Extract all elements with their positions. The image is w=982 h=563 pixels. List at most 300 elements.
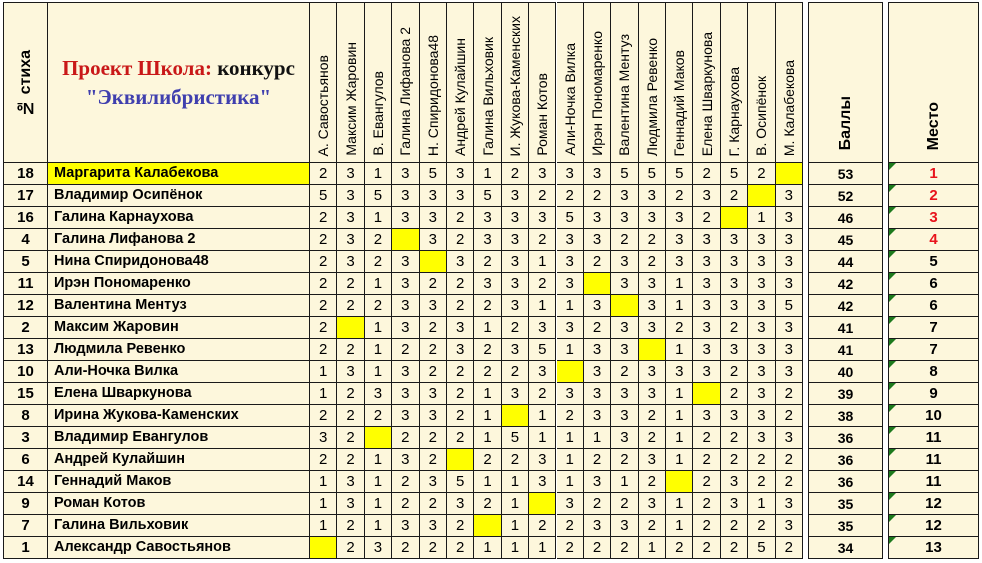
comment-marker-icon [889,471,896,478]
score-cell: 3 [776,273,803,295]
score-cell: 2 [337,537,364,559]
score-cell: 2 [502,163,529,185]
score-cell: 1 [310,383,337,405]
score-cell: 1 [748,493,775,515]
score-cell: 5 [529,339,556,361]
score-cell: 3 [693,339,720,361]
score-cell: 2 [584,493,611,515]
score-cell: 1 [557,427,584,449]
place-cell: 1 [888,163,979,185]
verse-number: 17 [3,185,48,207]
contest-title [48,2,310,163]
score-cell: 5 [310,185,337,207]
jury-name: Г. Карнаухова [726,66,743,156]
total-score: 45 [808,229,883,251]
total-score: 35 [808,515,883,537]
comment-marker-icon [889,229,896,236]
score-cell: 3 [420,515,447,537]
score-cell: 3 [420,383,447,405]
comment-marker-icon [889,383,896,390]
score-cell: 3 [337,493,364,515]
score-cell: 2 [776,471,803,493]
score-cell: 2 [365,229,392,251]
score-cell: 2 [639,427,666,449]
verse-number: 15 [3,383,48,405]
score-cell: 2 [776,405,803,427]
score-cell: 2 [447,537,474,559]
score-cell: 3 [392,295,419,317]
header-verse-number [3,2,48,163]
score-cell: 1 [666,405,693,427]
score-cell: 3 [721,251,748,273]
score-cell: 1 [666,449,693,471]
score-cell: 3 [611,427,638,449]
score-cell: 1 [310,471,337,493]
total-score: 34 [808,537,883,559]
place-cell: 2 [888,185,979,207]
score-cell: 2 [584,317,611,339]
score-cell: 3 [502,229,529,251]
score-cell: 3 [611,339,638,361]
score-cell: 3 [584,339,611,361]
verse-number: 10 [3,361,48,383]
score-cell: 2 [529,383,556,405]
score-cell: 2 [776,537,803,559]
score-cell: 3 [584,383,611,405]
place-cell: 12 [888,515,979,537]
score-cell: 3 [721,493,748,515]
score-cell: 3 [474,207,501,229]
place-cell: 6 [888,295,979,317]
score-cell [474,515,501,537]
score-cell: 1 [666,515,693,537]
score-cell: 3 [447,251,474,273]
score-cell: 3 [639,361,666,383]
score-cell [365,427,392,449]
score-cell: 2 [693,515,720,537]
jury-name: Галина Вильховик [479,37,496,156]
score-cell: 1 [365,471,392,493]
jury-header [502,2,529,163]
score-cell: 3 [748,427,775,449]
score-cell: 1 [666,427,693,449]
comment-marker-icon [889,537,896,544]
score-cell: 2 [502,317,529,339]
score-cell: 3 [666,207,693,229]
score-cell: 5 [611,163,638,185]
score-cell: 1 [474,163,501,185]
score-cell: 2 [392,427,419,449]
score-cell: 3 [748,383,775,405]
verse-number: 12 [3,295,48,317]
score-cell: 3 [365,383,392,405]
score-cell: 5 [447,471,474,493]
score-cell: 2 [310,317,337,339]
score-cell: 3 [502,273,529,295]
author-name: Владимир Осипёнок [48,185,310,207]
score-cell: 2 [584,537,611,559]
score-cell: 2 [420,361,447,383]
score-cell: 1 [474,317,501,339]
score-cell: 2 [611,493,638,515]
score-cell: 1 [666,273,693,295]
score-cell: 2 [529,273,556,295]
score-cell: 1 [502,493,529,515]
score-cell: 2 [420,493,447,515]
jury-name: А. Савостьянов [315,54,332,156]
total-score: 38 [808,405,883,427]
score-cell: 3 [557,251,584,273]
score-cell: 3 [337,229,364,251]
score-cell: 2 [584,449,611,471]
score-cell: 3 [502,383,529,405]
score-cell: 3 [693,361,720,383]
score-cell: 2 [721,515,748,537]
title-line [62,55,295,80]
score-cell: 3 [447,163,474,185]
score-cell: 3 [776,185,803,207]
jury-name: Валентина Ментуз [616,34,633,156]
score-cell: 2 [748,163,775,185]
score-cell: 2 [310,163,337,185]
score-cell: 2 [447,229,474,251]
score-cell: 1 [365,515,392,537]
header-place [888,2,979,163]
score-cell: 3 [748,295,775,317]
score-cell: 2 [337,427,364,449]
jury-name: Ирэн Пономаренко [589,31,606,156]
score-cell: 1 [502,471,529,493]
score-cell: 3 [584,295,611,317]
author-name: Геннадий Маков [48,471,310,493]
place-cell: 3 [888,207,979,229]
score-cell: 2 [721,185,748,207]
score-cell: 2 [611,361,638,383]
score-cell: 3 [392,273,419,295]
score-cell: 2 [310,207,337,229]
score-cell: 5 [639,163,666,185]
score-cell: 2 [721,383,748,405]
score-cell: 1 [529,427,556,449]
score-cell: 2 [447,361,474,383]
score-cell: 1 [310,361,337,383]
score-cell: 3 [420,207,447,229]
score-cell: 2 [693,207,720,229]
score-cell: 3 [447,339,474,361]
jury-name: Галина Лифанова 2 [397,27,414,156]
score-cell: 2 [420,317,447,339]
score-cell: 3 [776,427,803,449]
score-cell: 2 [474,295,501,317]
author-name: Галина Вильховик [48,515,310,537]
score-cell: 2 [447,515,474,537]
verse-number: 4 [3,229,48,251]
total-score: 36 [808,471,883,493]
score-cell: 2 [447,207,474,229]
jury-name: Максим Жаровин [342,42,359,156]
score-cell: 2 [474,493,501,515]
author-name: Маргарита Калабекова [48,163,310,185]
score-cell: 1 [529,537,556,559]
place-cell: 9 [888,383,979,405]
jury-header [693,2,720,163]
score-cell: 3 [310,427,337,449]
score-cell: 2 [776,449,803,471]
score-cell: 2 [748,449,775,471]
jury-header [447,2,474,163]
score-cell: 3 [611,383,638,405]
score-cell: 5 [474,185,501,207]
total-score: 35 [808,493,883,515]
author-name: Ирэн Пономаренко [48,273,310,295]
author-name: Нина Спиридонова48 [48,251,310,273]
score-cell: 2 [337,339,364,361]
score-cell: 2 [748,515,775,537]
score-cell: 3 [584,515,611,537]
score-cell: 3 [557,493,584,515]
score-cell: 1 [666,339,693,361]
score-cell: 3 [639,493,666,515]
score-cell: 3 [529,471,556,493]
score-cell: 2 [474,361,501,383]
score-cell: 3 [639,383,666,405]
score-cell: 1 [474,471,501,493]
score-cell: 3 [420,185,447,207]
score-cell: 2 [310,229,337,251]
score-cell: 3 [502,185,529,207]
score-cell: 1 [666,493,693,515]
score-cell: 3 [557,163,584,185]
score-cell: 3 [392,185,419,207]
score-cell: 3 [392,361,419,383]
author-name: Али-Ночка Вилка [48,361,310,383]
place-cell: 8 [888,361,979,383]
score-cell: 3 [502,207,529,229]
place-cell: 6 [888,273,979,295]
verse-number: 1 [3,537,48,559]
score-cell: 3 [721,229,748,251]
score-cell: 2 [721,361,748,383]
score-cell: 3 [337,471,364,493]
jury-header [611,2,638,163]
score-cell: 2 [420,427,447,449]
place-cell: 10 [888,405,979,427]
score-cell: 3 [420,405,447,427]
header-score-label: Баллы [836,95,854,150]
score-cell [693,383,720,405]
score-cell: 3 [748,405,775,427]
score-cell: 3 [721,295,748,317]
score-cell: 3 [639,295,666,317]
score-cell: 5 [748,537,775,559]
score-cell: 2 [639,229,666,251]
score-cell: 3 [776,229,803,251]
score-cell: 2 [748,471,775,493]
score-cell: 3 [447,317,474,339]
author-name: Александр Савостьянов [48,537,310,559]
jury-name: Елена Шваркунова [698,31,715,156]
score-cell [502,405,529,427]
score-cell: 3 [639,185,666,207]
score-cell: 2 [693,449,720,471]
jury-header [639,2,666,163]
score-cell: 2 [557,515,584,537]
score-cell: 5 [365,185,392,207]
score-cell: 3 [666,361,693,383]
score-cell [584,273,611,295]
author-name: Галина Карнаухова [48,207,310,229]
score-cell: 1 [310,515,337,537]
project-name: Проект Школа: [62,55,212,80]
score-cell: 3 [392,317,419,339]
comment-marker-icon [889,515,896,522]
comment-marker-icon [889,273,896,280]
score-cell: 3 [611,273,638,295]
total-score: 36 [808,427,883,449]
score-cell: 2 [310,295,337,317]
jury-name: Али-Ночка Вилка [561,43,578,156]
score-cell: 3 [639,449,666,471]
verse-number: 9 [3,493,48,515]
score-cell: 2 [639,515,666,537]
score-cell: 2 [337,449,364,471]
score-cell: 2 [611,449,638,471]
header-score [808,2,883,163]
score-cell: 3 [392,405,419,427]
place-cell: 11 [888,449,979,471]
verse-number: 13 [3,339,48,361]
score-cell: 3 [337,361,364,383]
jury-header [337,2,364,163]
score-cell: 3 [365,537,392,559]
score-cell: 3 [611,405,638,427]
score-cell: 3 [392,515,419,537]
score-cell [611,295,638,317]
score-cell: 2 [310,251,337,273]
score-cell: 1 [557,295,584,317]
comment-marker-icon [889,317,896,324]
total-score: 40 [808,361,883,383]
verse-number: 14 [3,471,48,493]
score-cell: 3 [611,185,638,207]
jury-header [721,2,748,163]
score-cell: 2 [557,185,584,207]
score-cell: 3 [693,317,720,339]
score-cell [310,537,337,559]
score-cell: 2 [447,383,474,405]
score-cell: 3 [502,295,529,317]
score-cell: 2 [584,251,611,273]
score-cell [557,361,584,383]
verse-number: 3 [3,427,48,449]
jury-header [365,2,392,163]
total-score: 41 [808,317,883,339]
comment-marker-icon [889,163,896,170]
place-cell: 5 [888,251,979,273]
score-cell: 2 [502,449,529,471]
score-cell: 1 [529,251,556,273]
score-cell [529,493,556,515]
verse-number: 11 [3,273,48,295]
score-cell: 2 [693,493,720,515]
score-cell: 3 [748,339,775,361]
score-cell: 3 [420,229,447,251]
jury-name: В. Осипёнок [753,76,770,156]
total-score: 46 [808,207,883,229]
score-cell: 3 [776,361,803,383]
score-cell: 3 [721,339,748,361]
jury-header [310,2,337,163]
score-cell: 2 [529,515,556,537]
total-score: 39 [808,383,883,405]
score-cell: 2 [639,251,666,273]
jury-name: М. Калабекова [780,59,797,156]
score-cell: 5 [557,207,584,229]
jury-header [529,2,556,163]
score-cell: 3 [721,273,748,295]
score-cell: 3 [639,273,666,295]
score-cell: 2 [310,449,337,471]
author-name: Роман Котов [48,493,310,515]
place-cell: 7 [888,339,979,361]
jury-name: И. Жукова-Каменских [506,15,523,156]
score-cell [776,163,803,185]
score-cell: 3 [392,383,419,405]
score-cell: 2 [721,537,748,559]
score-cell: 3 [474,273,501,295]
comment-marker-icon [889,295,896,302]
total-score: 36 [808,449,883,471]
score-cell: 2 [310,405,337,427]
score-cell: 2 [502,361,529,383]
jury-header [666,2,693,163]
score-cell: 3 [337,207,364,229]
score-cell: 3 [748,229,775,251]
score-cell: 1 [474,537,501,559]
score-cell [447,449,474,471]
author-name: Галина Лифанова 2 [48,229,310,251]
place-cell: 7 [888,317,979,339]
score-cell: 1 [557,449,584,471]
score-cell: 2 [693,427,720,449]
score-cell: 3 [420,471,447,493]
jury-name: Н. Спиридонова48 [424,34,441,156]
comment-marker-icon [889,405,896,412]
score-cell: 2 [776,383,803,405]
score-cell: 1 [365,361,392,383]
score-cell: 3 [611,317,638,339]
jury-header [557,2,584,163]
score-cell: 1 [474,405,501,427]
comment-marker-icon [889,493,896,500]
header-verse-number-label: № стиха [16,49,34,116]
score-cell: 3 [529,317,556,339]
score-cell: 2 [420,449,447,471]
score-cell: 3 [447,185,474,207]
jury-header [584,2,611,163]
score-cell: 1 [584,427,611,449]
score-cell: 3 [611,515,638,537]
score-cell: 3 [392,449,419,471]
score-cell: 5 [502,427,529,449]
score-cell: 2 [693,471,720,493]
total-score: 53 [808,163,883,185]
score-cell: 3 [776,317,803,339]
score-cell: 3 [392,207,419,229]
score-cell: 1 [611,471,638,493]
score-cell: 2 [392,537,419,559]
contest-word: конкурс [217,55,295,80]
